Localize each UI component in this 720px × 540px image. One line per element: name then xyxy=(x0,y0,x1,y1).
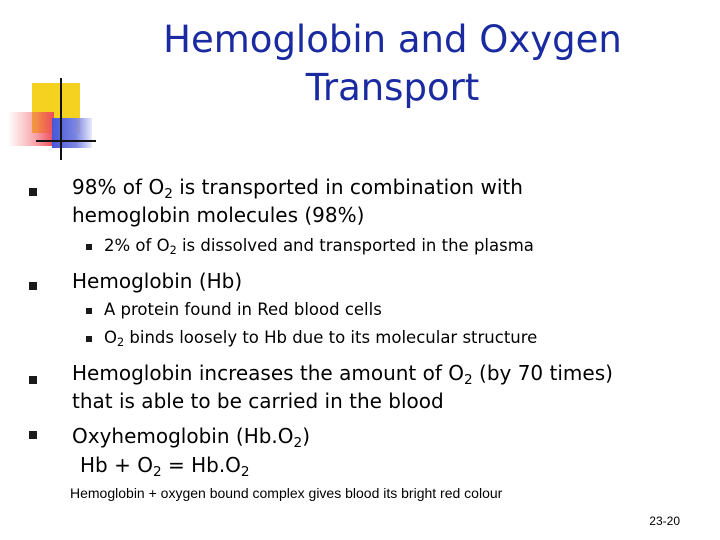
sub-bullet-1-text: 2% of $O_2$ is dissolved and transported in the plasma xyxy=(104,236,534,258)
square-bullet-icon xyxy=(29,431,37,439)
sub-bullet-3-text: $O_2$ binds loosely to Hb due to its molecular structure xyxy=(104,328,538,350)
square-bullet-icon xyxy=(29,282,37,290)
bullet-2-text: Hemoglobin (Hb) xyxy=(72,269,243,293)
equation-text: $Hb + O_2 = Hb.O_2$ xyxy=(80,453,250,480)
square-bullet-icon xyxy=(86,308,92,314)
decorative-corner-graphic xyxy=(0,0,100,170)
bullet-3-text: Hemoglobin increases the amount of $O_2$ (by 70 times) xyxy=(72,361,613,388)
title-line-1: Hemoglobin and Oxygen xyxy=(163,18,622,61)
horizontal-line-decoration xyxy=(36,140,96,142)
bullet-3-text-line-2: that is able to be carried in the blood xyxy=(72,389,444,413)
square-bullet-icon xyxy=(29,188,37,196)
square-bullet-icon xyxy=(86,336,92,342)
slide-title xyxy=(100,16,685,112)
bullet-1-text-line-2: hemoglobin molecules (98%) xyxy=(72,203,365,227)
footnote-text: Hemoglobin + oxygen bound complex gives blood its bright red colour xyxy=(70,485,503,501)
page-number: 23-20 xyxy=(649,514,680,528)
blue-gradient-decoration xyxy=(52,118,92,148)
bullet-1-text: 98% of $O_2$ is transported in combination with xyxy=(72,175,523,202)
title-line-2: Transport xyxy=(305,66,480,109)
square-bullet-icon xyxy=(86,244,92,250)
square-bullet-icon xyxy=(29,376,37,384)
bullet-4-text: Oxyhemoglobin $(Hb.O_2)$ xyxy=(72,424,310,451)
vertical-line-decoration xyxy=(60,78,62,160)
sub-bullet-2-text: A protein found in Red blood cells xyxy=(104,300,382,319)
